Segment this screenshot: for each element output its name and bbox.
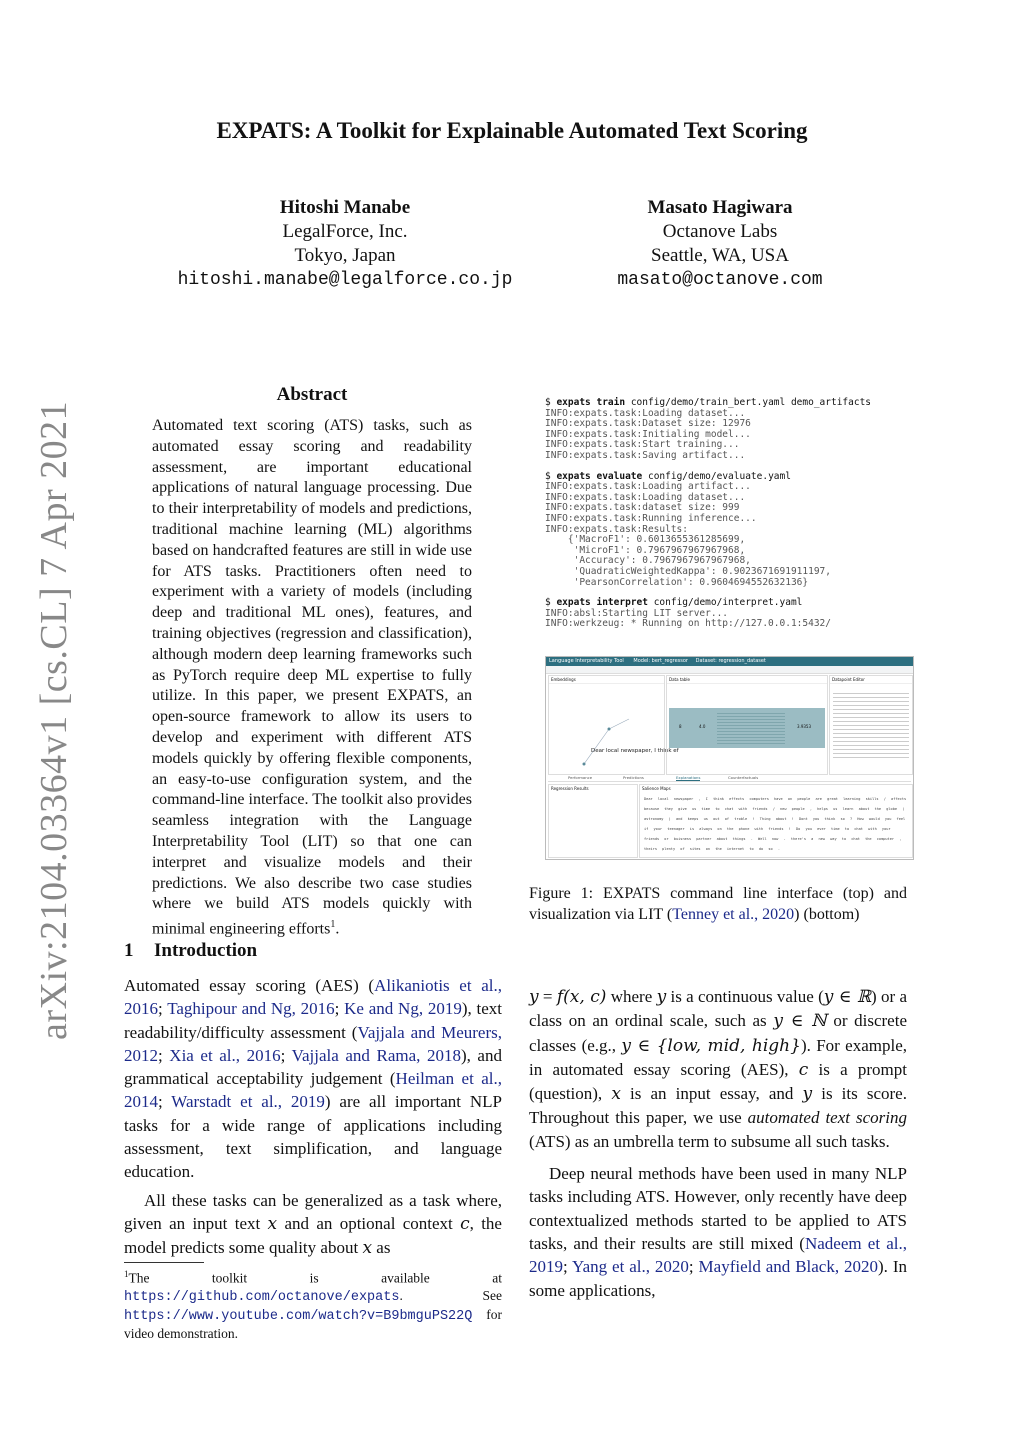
selected-table-row[interactable] <box>669 708 825 748</box>
text: (ATS) as an umbrella term to subsume all such tasks. <box>529 1131 890 1151</box>
right-paragraph-2 <box>529 1162 907 1302</box>
text: ) are all important NLP tasks for a wide range of applications including assessment, text simplification, and language education. <box>124 1092 502 1182</box>
terminal-output-line: 'PearsonCorrelation': 0.9604694552632136} <box>545 576 809 588</box>
text: is an input essay, and <box>620 1084 803 1104</box>
text: ), and grammatical acceptability judgement ( <box>124 1045 502 1089</box>
text: All these tasks can be generalized as a task where, given an input text <box>124 1190 502 1233</box>
selected-point-label: Dear local newspaper, I think ef <box>591 748 679 754</box>
terminal-prompt: $ <box>545 397 557 408</box>
terminal-command-line <box>545 398 915 409</box>
lit-datapoint-editor-panel <box>829 675 913 775</box>
text: and an optional context <box>277 1213 461 1233</box>
text: or discrete classes (e.g., <box>529 1011 907 1055</box>
text: for video demonstration. <box>124 1306 502 1341</box>
citation-link[interactable]: Yang et al., 2020 <box>572 1257 689 1277</box>
math-variable: f <box>556 987 564 1007</box>
projection-line <box>609 719 629 729</box>
terminal-output-line: INFO:expats.task:dataset size: 999 <box>545 502 740 514</box>
lit-embeddings-panel <box>548 675 679 775</box>
lit-model-label: Model: bert_regressor <box>633 658 688 664</box>
terminal-prompt: $ <box>545 597 557 609</box>
intro-paragraph-1 <box>124 974 502 1184</box>
citation-link[interactable]: Warstadt et al., 2019 <box>171 1092 325 1112</box>
youtube-link[interactable]: https://www.youtube.com/watch?v=B9bmguPS22Q <box>124 1308 473 1324</box>
author-block-2 <box>555 196 885 292</box>
text: ), text readability/difficulty assessment ( <box>124 999 502 1042</box>
citation-link[interactable]: Nadeem et al., 2019 <box>529 1233 907 1277</box>
terminal-block-evaluate <box>545 472 915 589</box>
text: The toolkit is available at <box>128 1270 502 1286</box>
figure-caption <box>529 883 907 925</box>
lit-data-table-panel <box>666 675 828 775</box>
author-email[interactable]: masato@octanove.com <box>617 270 823 290</box>
arxiv-identifier[interactable]: arXiv:2104.03364v1 [cs.CL] 7 Apr 2021 <box>33 400 75 1040</box>
terminal-command: expats train <box>556 397 626 408</box>
citation-link[interactable]: Heilman et al., 2014 <box>124 1069 502 1112</box>
terminal-output-line: 'MicroF1': 0.7967967967967968, <box>545 544 746 556</box>
section-title: Introduction <box>154 940 258 961</box>
text: ; <box>158 999 168 1019</box>
text: as <box>372 1238 391 1258</box>
projection-line <box>584 729 609 764</box>
text: ; <box>280 1045 292 1065</box>
author-affiliation: LegalForce, Inc. <box>282 221 408 242</box>
citation-link[interactable]: Alikaniotis et al., 2016 <box>124 976 502 1019</box>
text: Automated essay scoring (AES) ( <box>124 976 375 995</box>
terminal-output-line: INFO:expats.task:Loading artifact... <box>545 481 751 493</box>
text: ). For example, in automated essay scoring (AES), <box>529 1035 908 1079</box>
author-location: Tokyo, Japan <box>294 245 396 266</box>
math-variable: c <box>798 1059 809 1080</box>
citation-link[interactable]: Tenney et al., 2020 <box>672 906 795 923</box>
text: ) or a class on an ordinal scale, such as <box>529 987 908 1031</box>
terminal-block-train <box>545 398 915 462</box>
table-cell-score: 3.9353 <box>797 724 811 729</box>
paper-title: EXPATS: A Toolkit for Explainable Automated Text Scoring <box>216 118 808 143</box>
intro-left-column <box>124 974 502 1261</box>
terminal-output-line: INFO:expats.task:Saving artifact... <box>545 449 746 461</box>
intro-right-column <box>529 985 907 1302</box>
text: is a prompt (question), <box>529 1059 907 1104</box>
text: = <box>538 987 557 1006</box>
embeddings-scatter[interactable] <box>549 684 664 774</box>
math-variable: x <box>267 1213 278 1234</box>
math-variable: x <box>611 1084 621 1105</box>
text: where <box>606 987 657 1006</box>
datapoint-text[interactable] <box>833 690 909 760</box>
tab-performance[interactable]: Performance <box>568 775 593 780</box>
citation-link[interactable]: Taghipour and Ng, 2016 <box>167 999 335 1019</box>
footnote-mark: 1 <box>124 1269 129 1279</box>
embedding-point[interactable] <box>608 728 611 731</box>
author-name: Masato Hagiwara <box>647 197 793 218</box>
terminal-args: config/demo/interpret.yaml <box>647 597 803 609</box>
citation-link[interactable]: Xia et al., 2016 <box>169 1045 281 1065</box>
lit-regression-panel <box>548 784 638 858</box>
embedding-point[interactable] <box>583 763 586 766</box>
table-cell-label: 4.0 <box>699 724 706 729</box>
terminal-args: config/demo/evaluate.yaml <box>642 470 791 482</box>
text: ). In some applications, <box>529 1257 907 1300</box>
footnote <box>124 1266 502 1342</box>
figure-lit-screenshot <box>545 656 914 860</box>
text: ; <box>563 1257 572 1277</box>
abstract-body <box>152 416 472 940</box>
terminal-output-line: INFO:expats.task:Results: <box>545 523 688 535</box>
intro-paragraph-2 <box>124 1189 502 1261</box>
lit-title-bar <box>546 657 913 666</box>
terminal-output-line: 'QuadraticWeightedKappa': 0.9023671691911197, <box>545 565 831 577</box>
panel-label: Datapoint Editor <box>830 676 912 684</box>
terminal-command: expats interpret <box>556 597 648 609</box>
text: ; <box>158 1045 170 1065</box>
terminal-args: config/demo/train_bert.yaml demo_artifacts <box>625 397 872 408</box>
lit-dataset-label: Dataset: regression_dataset <box>695 658 766 664</box>
abstract-text: Automated text scoring (ATS) tasks, such as automated essay scoring and readability assessment, are important educational applications of natural language processing. Due to their interpretability of models and predictions, traditional machine learning (ML) algorithms based on handcrafted features are still in wide use for ATS tasks. Practitioners often need to experiment with a variety of models (including deep and traditional ML ones), features, and training objectives (regression and classification), although modern deep learning frameworks such as PyTorch require deep ML expertise to fully utilize. In this paper, we present EXPATS, an open-source framework to allow its users to develop and experiment with different ATS models quickly by offering flexible components, an easy-to-use configuration system, and the command-line interface. The toolkit also provides seamless integration with the Language Interpretability Tool (LIT) so that one can interpret and visualize models and their predictions. We also describe two case studies where we build ATS models quickly with minimal engineering efforts <box>152 417 472 938</box>
author-name: Hitoshi Manabe <box>279 197 411 218</box>
text: , the model predicts some quality about <box>124 1213 502 1258</box>
terminal-output-line: INFO:expats.task:Running inference... <box>545 512 757 524</box>
tab-explanations[interactable]: Explanations <box>676 775 701 780</box>
right-paragraph-1 <box>529 985 907 1153</box>
terminal-output-line: INFO:expats.task:Loading dataset... <box>545 491 746 503</box>
author-block-1 <box>145 196 545 292</box>
author-email[interactable]: hitoshi.manabe@legalforce.co.jp <box>177 270 513 290</box>
math-expression: y ∈ ℕ <box>773 1011 827 1032</box>
citation-link[interactable]: Ke and Ng, 2019 <box>344 999 462 1019</box>
terminal-output-line: INFO:absl:Starting LIT server... <box>545 607 729 619</box>
github-link[interactable]: https://github.com/octanove/expats <box>124 1289 400 1305</box>
text: ) (bottom) <box>794 906 860 923</box>
author-location: Seattle, WA, USA <box>651 245 789 266</box>
abstract-heading: Abstract <box>276 384 348 405</box>
figure-terminal-output <box>545 398 915 630</box>
math-variable: y <box>529 987 539 1007</box>
math-variable: y <box>802 1084 813 1105</box>
math-expression: (x, c) <box>563 987 607 1007</box>
text: . See <box>399 1287 502 1303</box>
text: ; <box>158 1092 172 1112</box>
lit-tabs <box>548 775 911 782</box>
footnote-mark[interactable]: 1 <box>330 919 336 931</box>
tab-predictions[interactable]: Predictions <box>623 775 644 780</box>
terminal-output-line: INFO:expats.task:Dataset size: 12976 <box>545 418 751 430</box>
citation-link[interactable]: Mayfield and Black, 2020 <box>698 1257 879 1277</box>
text: is a continuous value ( <box>666 987 824 1006</box>
section-number: 1 <box>124 940 134 961</box>
terminal-output-line: INFO:expats.task:Initialing model... <box>545 428 751 440</box>
text: Deep neural methods have been used in many NLP tasks including ATS. However, only recently have deep contextualized methods started to be applied to ATS tasks, and their results are still mixed ( <box>529 1164 907 1253</box>
math-variable: x <box>362 1238 373 1259</box>
math-expression: y ∈ ℝ <box>823 987 871 1007</box>
terminal-prompt: $ <box>545 470 557 482</box>
terminal-command: expats evaluate <box>556 470 643 482</box>
citation-link[interactable]: Vajjala and Rama, 2018 <box>291 1045 461 1065</box>
text: Figure 1: EXPATS command line interface (top) and visualization via LIT ( <box>529 885 907 923</box>
panel-label: Regression Results <box>551 786 589 791</box>
lit-app-title: Language Interpretability Tool <box>549 658 624 664</box>
panel-label: Embeddings <box>549 676 664 684</box>
text: ; <box>688 1257 699 1277</box>
terminal-output-line: {'MacroF1': 0.6013655361285699, <box>545 534 746 546</box>
salience-text: Dear local newspaper , I think effects computers have on people are great learning skills / affects because they give us time to chat with friends / new people , helps us learn about the globe ( astronomy ) and keeps us out of troble ! Thing about ! Dont you think so ? How would you feel if your teenager is always on the phone with friends ! Do you ever time to chat with your friends or buisness partner about things . Well now - there's a new way to chat the computer , theirs plenty of sites on the internet to do so . <box>644 797 907 851</box>
terminal-output-line: INFO:werkzeug: * Running on http://127.0.0.1:5432/ <box>545 618 831 630</box>
table-cell-index: 8 <box>679 724 682 729</box>
abstract-end: . <box>335 920 340 938</box>
lit-toolbar <box>546 666 913 674</box>
tab-counterfactuals[interactable]: Counterfactuals <box>728 775 759 780</box>
text: ; <box>334 999 345 1019</box>
citation-link[interactable]: Vajjala and Meurers, 2012 <box>124 1022 502 1065</box>
section-heading <box>124 940 257 962</box>
panel-label: Data table <box>667 676 827 684</box>
terminal-output-line: INFO:expats.task:Loading dataset... <box>545 407 746 419</box>
table-cell-sentence <box>717 711 785 745</box>
panel-label: Salience Maps <box>642 786 671 791</box>
math-variable: c <box>460 1213 470 1234</box>
terminal-output-line: 'Accuracy': 0.7967967967967968, <box>545 555 751 567</box>
terminal-block-interpret <box>545 598 915 630</box>
author-affiliation: Octanove Labs <box>662 221 778 242</box>
terminal-output-line: INFO:expats.task:Start training... <box>545 439 740 451</box>
footnote-divider <box>124 1262 204 1263</box>
math-variable: y <box>656 987 667 1007</box>
math-expression: y ∈ {low, mid, high} <box>621 1035 801 1056</box>
text: is its score. Throughout this paper, we use <box>529 1084 907 1128</box>
emphasis: automated text scoring <box>747 1108 907 1128</box>
lit-salience-panel <box>639 784 913 858</box>
